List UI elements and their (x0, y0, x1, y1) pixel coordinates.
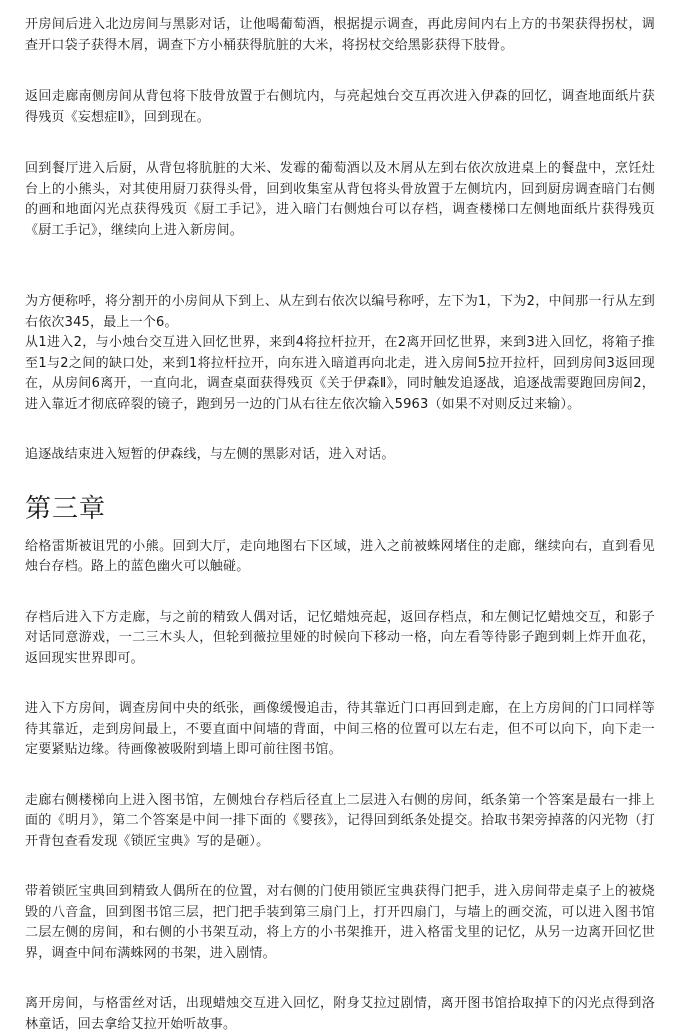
paragraph-library: 走廊右侧楼梯向上进入图书馆，左侧烛台存档后径直上二层进入右侧的房间，纸条第一个答案是最右一排上面的《明月》，第二个答案是中间一排下面的《婴孩》，记得回到纸条处提交。拾取书架旁掉落的闪光物（打开背包查看发现《锁匠宝典》写的是砸）。 (25, 792, 655, 849)
paragraph-portrait: 进入下方房间，调查房间中央的纸张，画像缓慢追击，待其靠近门口再回到走廊，在上方房间的门口同样等待其靠近，走到房间最上，不要直面中间墙的背面，中间三格的位置可以左右走，但不可以向下，向下走一定要紧贴边缘。待画像被吸附到墙上即可前往图书馆。 (25, 701, 655, 757)
paragraph-south-room: 返回走廊南侧房间从背包将下肢骨放置于右侧坑内，与亮起烛台交互再次进入伊森的回忆，调查地面纸片获得残页《妄想症Ⅱ》，回到现在。 (25, 89, 655, 125)
paragraph-after-chase: 追逐战结束进入短暂的伊森线，与左侧的黑影对话，进入对话。 (25, 447, 395, 462)
document-body (0, 15, 683, 1035)
paragraph-kitchen: 回到餐厅进入后厨，从背包将肮脏的大米、发霉的葡萄酒以及木屑从左到右依次放进桌上的餐盘中，烹饪灶台上的小熊头，对其使用厨刀获得头骨，回到收集室从背包将头骨放置于左侧坑内，回到厨房调查暗门右侧的画和地面闪光点获得残页《厨工手记》，进入暗门右侧烛台可以存档，调查楼梯口左侧地面纸片获得残页《厨工手记》，继续向上进入新房间。 (25, 161, 655, 238)
paragraph-locksmith: 带着锁匠宝典回到精致人偶所在的位置，对右侧的门使用锁匠宝典获得门把手，进入房间带走桌子上的被烧毁的八音盒，回到图书馆三层，把门把手装到第三扇门上，打开四扇门，与墙上的画交流，可以进入图书馆二层左侧的房间，和右侧的小书架互动，将上方的小书架推开，进入格雷戈里的记忆，从另一边离开回忆世界，调查中间布满蛛网的书架，进入剧情。 (25, 884, 655, 961)
paragraph-cursed-bear: 给格雷斯被诅咒的小熊。回到大厅，走向地图右下区域，进入之前被蛛网堵住的走廊，继续向右，直到看见烛台存档。路上的蓝色幽火可以触碰。 (25, 538, 655, 574)
chapter-heading: 第三章 (25, 493, 107, 524)
paragraph-room-walkthrough: 从1进入2，与小烛台交互进入回忆世界，来到4将拉杆拉开，在2离开回忆世界，来到3进入回忆，将箱子推至1与2之间的缺口处，来到1将拉杆拉开，向东进入暗道再向北走，进入房间5拉开拉杆，回到房间3返回现在，从房间6离开，一直向北，调查桌面获得残页《关于伊森Ⅱ》，同时触发追逐战，追逐战需要跑回房间2，进入靠近才彻底碎裂的镜子，跑到另一边的门从右往左依次输入5963（如果不对则反过来输）。 (25, 335, 655, 412)
paragraph-room-numbering: 为方便称呼，将分割开的小房间从下到上、从左到右依次以编号称呼，左下为1，下为2，中间那一行从左到右依次345，最上一个6。 (25, 294, 655, 330)
paragraph-north-room: 开房间后进入北边房间与黑影对话，让他喝葡萄酒，根据提示调查，再此房间内右上方的书架获得拐杖，调查开口袋子获得木屑，调查下方小桶获得肮脏的大米，将拐杖交给黑影获得下肢骨。 (25, 17, 655, 53)
paragraph-doll-game: 存档后进入下方走廊，与之前的精致人偶对话，记忆蜡烛亮起，返回存档点，和左侧记忆蜡烛交互，和影子对话同意游戏，一二三木头人，但轮到薇拉里娅的时候向下移动一格，向左看等待影子跑到刺上炸开血花，返回现实世界即可。 (25, 609, 655, 666)
paragraph-fairy-tale: 离开房间，与格雷丝对话，出现蜡烛交互进入回忆，附身艾拉过剧情，离开图书馆拾取掉下的闪光点得到洛林童话，回去拿给艾拉开始听故事。 (25, 996, 655, 1032)
